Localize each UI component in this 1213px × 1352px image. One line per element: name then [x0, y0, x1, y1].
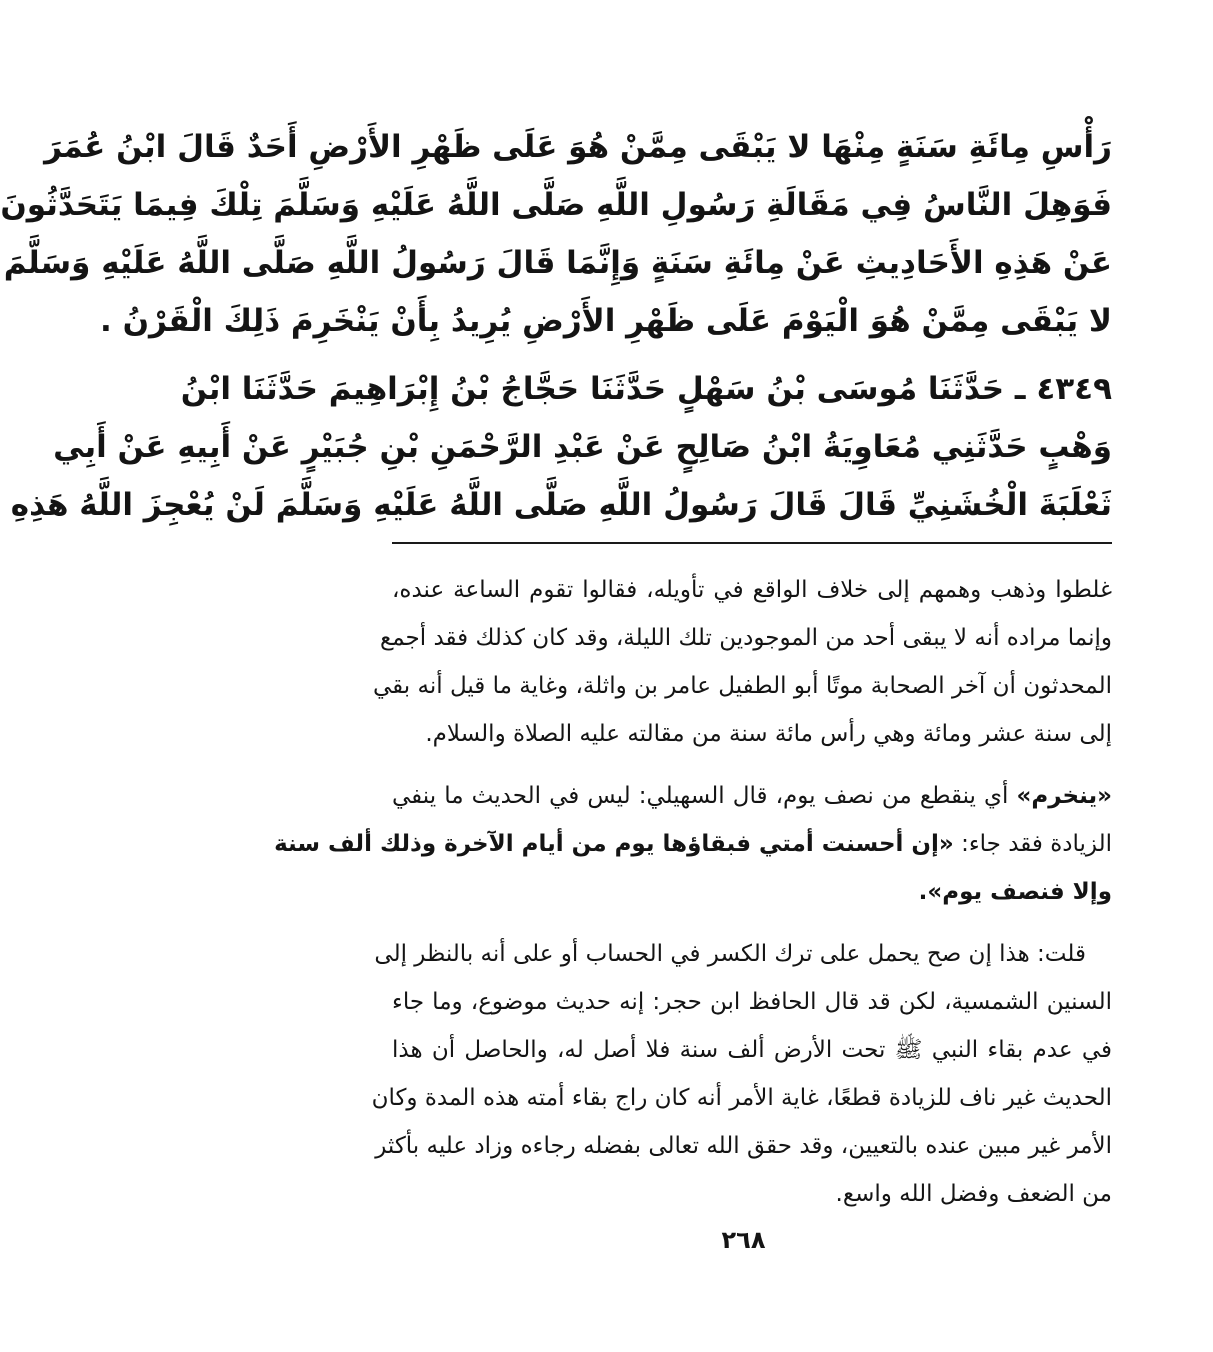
commentary-line: في عدم بقاء النبي ﷺ تحت الأرض ألف سنة فلا أصل له، والحاصل أن هذا — [392, 1037, 1112, 1063]
hadith-line-numbered — [180, 360, 1112, 418]
commentary-line: السنين الشمسية، لكن قد قال الحافظ ابن حجر: إنه حديث موضوع، وما جاء — [392, 989, 1112, 1015]
commentary-line: المحدثون أن آخر الصحابة موتًا أبو الطفيل عامر بن واثلة، وغاية ما قيل أنه بقي — [373, 673, 1112, 699]
quoted-hadith: «إن أحسنت أمتي فبقاؤها يوم من أيام الآخرة وذلك ألف سنة — [274, 831, 954, 857]
commentary-paragraph-3 — [371, 930, 1112, 1218]
hadith-line: فَوَهِلَ النَّاسُ فِي مَقَالَةِ رَسُولِ اللَّهِ صَلَّى اللَّهُ عَلَيْهِ وَسَلَّمَ تِلْكَ فِيمَا يَتَحَدَّثُونَ — [0, 187, 1112, 223]
gloss-text: الزيادة فقد جاء: — [953, 831, 1112, 857]
hadith-line: عَنْ هَذِهِ الأَحَادِيثِ عَنْ مِائَةِ سَنَةٍ وَإِنَّمَا قَالَ رَسُولُ اللَّهِ صَلَّى اللَّهُ عَلَيْهِ وَسَلَّمَ — [3, 245, 1112, 281]
commentary-line: الحديث غير ناف للزيادة قطعًا، غاية الأمر أنه كان راج بقاء أمته هذه المدة وكان — [371, 1085, 1112, 1111]
hadith-line: وَهْبٍ حَدَّثَنِي مُعَاوِيَةُ ابْنُ صَالِحٍ عَنْ عَبْدِ الرَّحْمَنِ بْنِ جُبَيْرٍ عَنْ أَبِيهِ عَنْ أَبِي — [53, 429, 1112, 465]
hadith-line: رَأْسِ مِائَةِ سَنَةٍ مِنْهَا لا يَبْقَى مِمَّنْ هُوَ عَلَى ظَهْرِ الأَرْضِ أَحَدٌ قَالَ ابْنُ عُمَرَ — [44, 129, 1112, 165]
quoted-hadith-end: وإلا فنصف يوم». — [918, 879, 1112, 905]
hadith-line-text: ـ حَدَّثَنَا مُوسَى بْنُ سَهْلٍ حَدَّثَنَا حَجَّاجُ بْنُ إِبْرَاهِيمَ حَدَّثَنَا ابْنُ — [180, 371, 1026, 407]
gloss-text: أي ينقطع من نصف يوم، قال السهيلي: ليس في الحديث ما ينفي — [392, 783, 1017, 809]
commentary-block — [274, 566, 1112, 1218]
hadith-number: ٤٣٤٩ — [1036, 371, 1112, 407]
page-number: ٢٦٨ — [721, 1226, 766, 1254]
hadith-line: لا يَبْقَى مِمَّنْ هُوَ الْيَوْمَ عَلَى ظَهْرِ الأَرْضِ يُرِيدُ بِأَنْ يَنْخَرِمَ ذَلِكَ الْقَرْنُ . — [100, 303, 1112, 339]
commentary-line: غلطوا وذهب وهمهم إلى خلاف الواقع في تأويله، فقالوا تقوم الساعة عنده، — [392, 577, 1112, 603]
commentary-line: من الضعف وفضل الله واسع. — [835, 1181, 1112, 1207]
gloss-headword: «ينخرم» — [1016, 783, 1112, 809]
commentary-line: الأمر غير مبين عنده بالتعيين، وقد حقق الله تعالى بفضله رجاءه وزاد عليه بأكثر — [375, 1133, 1112, 1159]
commentary-line — [392, 772, 1112, 820]
commentary-line: قلت: هذا إن صح يحمل على ترك الكسر في الحساب أو على أنه بالنظر إلى — [374, 941, 1086, 967]
commentary-paragraph-2 — [274, 772, 1112, 916]
hadith-gap — [392, 350, 1112, 360]
commentary-line: وإنما مراده أنه لا يبقى أحد من الموجودين تلك الليلة، وقد كان كذلك فقد أجمع — [380, 625, 1112, 651]
commentary-paragraph-1 — [373, 566, 1112, 758]
commentary-line: إلى سنة عشر ومائة وهي رأس مائة سنة من مقالته عليه الصلاة والسلام. — [425, 721, 1112, 747]
hadith-text-block — [0, 118, 1112, 534]
hadith-line: ثَعْلَبَةَ الْخُشَنِيِّ قَالَ قَالَ رَسُولُ اللَّهِ صَلَّى اللَّهُ عَلَيْهِ وَسَلَّمَ لَنْ يُعْجِزَ اللَّهُ هَذِهِ — [10, 487, 1112, 523]
book-page — [0, 118, 1112, 1232]
footnote-divider — [392, 542, 1112, 544]
commentary-line — [274, 820, 1112, 868]
